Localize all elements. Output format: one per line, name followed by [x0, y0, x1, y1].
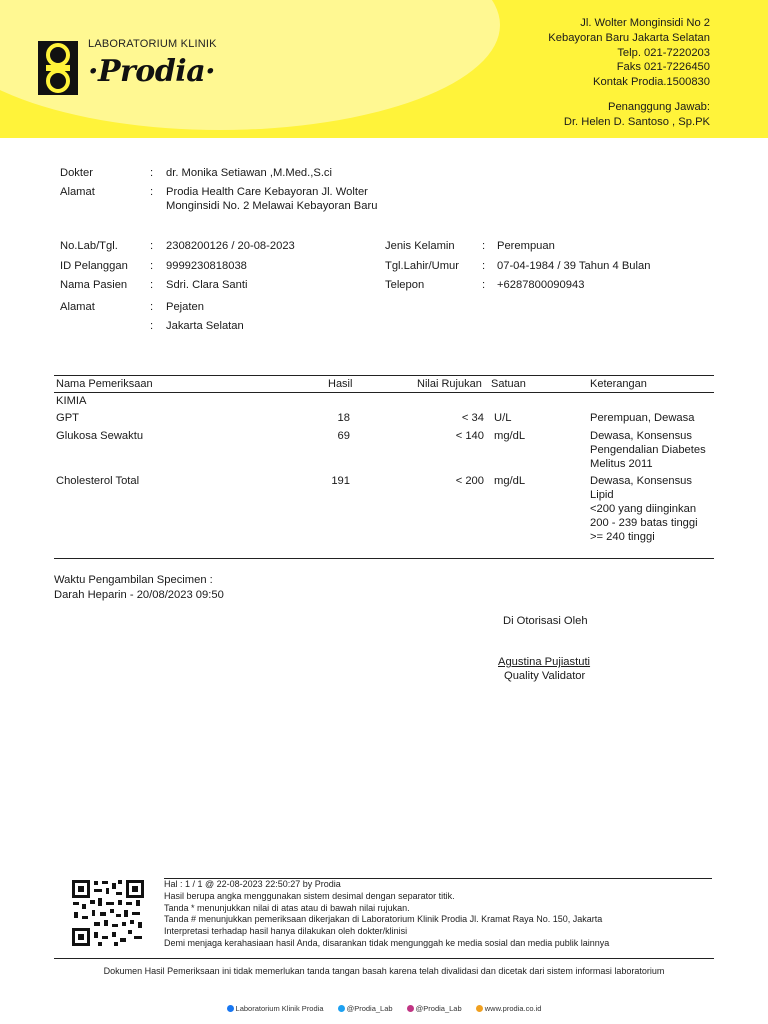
social-label: @Prodia_Lab	[346, 1004, 393, 1013]
colon: :	[150, 240, 154, 252]
test-notes: <200 yang diinginkan	[590, 503, 697, 515]
test-result: 191	[331, 475, 350, 487]
facebook-icon	[227, 1005, 234, 1012]
customer-id-value: 9999230818038	[166, 260, 247, 272]
lab-address	[548, 16, 710, 90]
doctor-address-line1: Prodia Health Care Kebayoran Jl. Wolter	[166, 186, 368, 198]
test-notes: Lipid	[590, 489, 614, 501]
address-line: Kebayoran Baru Jakarta Selatan	[548, 31, 710, 44]
brand-name: ·Prodia·	[88, 54, 216, 89]
test-notes: Perempuan, Dewasa	[590, 412, 695, 424]
test-unit: mg/dL	[494, 475, 526, 487]
col-header-reference: Nilai Rujukan	[417, 378, 482, 390]
colon: :	[150, 167, 154, 179]
test-notes: Pengendalian Diabetes	[590, 444, 706, 456]
test-name: Cholesterol Total	[56, 475, 140, 487]
test-notes: >= 240 tinggi	[590, 531, 655, 543]
table-header-rule	[54, 392, 714, 393]
col-header-notes: Keterangan	[590, 378, 647, 390]
test-notes: Melitus 2011	[590, 458, 653, 470]
patient-address-line1: Pejaten	[166, 301, 204, 313]
colon: :	[482, 279, 486, 291]
social-label: Laboratorium Klinik Prodia	[235, 1004, 324, 1013]
footer-line: Tanda # menunjukkan pemeriksaan dikerjakan di Laboratorium Klinik Prodia Jl. Kramat Raya No. 150, Jakarta	[164, 914, 603, 925]
dob-value: 07-04-1984 / 39 Tahun 4 Bulan	[497, 260, 651, 272]
footer-line: Interpretasi terhadap hasil hanya dilakukan oleh dokter/klinisi	[164, 926, 408, 937]
social-twitter[interactable]	[338, 1004, 393, 1013]
phone-label: Telepon	[385, 279, 425, 291]
specimen-value: Darah Heparin - 20/08/2023 09:50	[54, 589, 224, 601]
test-notes: Dewasa, Konsensus	[590, 430, 692, 442]
colon: :	[150, 279, 154, 291]
colon: :	[150, 301, 154, 313]
responsible-label: Penanggung Jawab:	[607, 101, 710, 113]
phone-value: +6287800090943	[497, 279, 585, 291]
footer-line: Tanda * menunjukkan nilai di atas atau di bawah nilai rujukan.	[164, 902, 410, 913]
lab-number-value: 2308200126 / 20-08-2023	[166, 240, 295, 252]
disclaimer: Dokumen Hasil Pemeriksaan ini tidak memerlukan tanda tangan basah karena telah divalidasi dan dicetak dari sistem informasi laboratorium	[103, 966, 665, 976]
social-facebook[interactable]	[227, 1004, 324, 1013]
footer-line: Demi menjaga kerahasiaan hasil Anda, disarankan tidak mengunggah ke media sosial dan media publik lainnya	[164, 937, 610, 948]
contact-line: Kontak Prodia.1500830	[593, 76, 710, 89]
validator-role: Quality Validator	[504, 670, 586, 682]
doctor-name: dr. Monika Setiawan ,M.Med.,S.ci	[166, 167, 333, 179]
doctor-label: Dokter	[60, 167, 93, 179]
web-icon	[476, 1005, 483, 1012]
colon: :	[150, 320, 154, 332]
test-unit: U/L	[494, 412, 512, 424]
col-header-test: Nama Pemeriksaan	[56, 378, 153, 390]
test-reference: < 200	[455, 475, 484, 487]
authorized-by-label: Di Otorisasi Oleh	[503, 615, 588, 627]
colon: :	[482, 260, 486, 272]
table-top-rule	[54, 375, 714, 376]
test-name: Glukosa Sewaktu	[56, 430, 144, 442]
customer-id-label: ID Pelanggan	[60, 260, 128, 272]
lab-number-label: No.Lab/Tgl.	[60, 240, 118, 252]
responsible-name: Dr. Helen D. Santoso , Sp.PK	[563, 115, 710, 128]
phone-line: Telp. 021-7220203	[617, 46, 710, 59]
test-notes: Dewasa, Konsensus	[590, 475, 692, 487]
prodia-logo-icon	[38, 41, 78, 95]
test-reference: < 140	[455, 430, 484, 442]
lab-label: LABORATORIUM KLINIK	[88, 38, 217, 50]
social-label: @Prodia_Lab	[415, 1004, 462, 1013]
colon: :	[150, 260, 154, 272]
patient-address-label: Alamat	[60, 301, 95, 313]
test-notes: 200 - 239 batas tinggi	[590, 517, 698, 529]
specimen-label: Waktu Pengambilan Specimen :	[54, 574, 213, 586]
footer-notes	[164, 879, 609, 950]
fax-line: Faks 021-7226450	[616, 61, 710, 74]
patient-address-line2: Jakarta Selatan	[166, 320, 244, 332]
colon: :	[150, 186, 154, 198]
patient-name-label: Nama Pasien	[60, 279, 128, 291]
social-website[interactable]	[476, 1004, 542, 1013]
gender-label: Jenis Kelamin	[385, 240, 455, 252]
test-result: 69	[337, 430, 350, 442]
test-name: GPT	[56, 412, 79, 424]
footer-bottom-rule	[54, 958, 714, 959]
instagram-icon	[407, 1005, 414, 1012]
section-label: KIMIA	[56, 395, 87, 407]
footer-line: Hal : 1 / 1 @ 22-08-2023 22:50:27 by Prodia	[164, 879, 341, 889]
address-line: Jl. Wolter Monginsidi No 2	[580, 17, 710, 29]
doctor-address-label: Alamat	[60, 186, 95, 198]
colon: :	[482, 240, 486, 252]
social-label: www.prodia.co.id	[484, 1004, 542, 1013]
dob-label: Tgl.Lahir/Umur	[385, 260, 459, 272]
gender-value: Perempuan	[497, 240, 555, 252]
social-links	[0, 1004, 768, 1013]
col-header-result: Hasil	[328, 378, 353, 390]
validator-name: Agustina Pujiastuti	[498, 656, 591, 668]
test-result: 18	[337, 412, 350, 424]
social-instagram[interactable]	[407, 1004, 462, 1013]
test-reference: < 34	[461, 412, 484, 424]
responsible-block	[564, 100, 710, 130]
doctor-address-line2: Monginsidi No. 2 Melawai Kebayoran Baru	[166, 200, 378, 212]
twitter-icon	[338, 1005, 345, 1012]
patient-name-value: Sdri. Clara Santi	[166, 279, 248, 291]
footer-line: Hasil berupa angka menggunakan sistem desimal dengan separator titik.	[164, 890, 455, 901]
table-bottom-rule	[54, 558, 714, 559]
qr-code-icon	[70, 878, 146, 948]
test-unit: mg/dL	[494, 430, 526, 442]
col-header-unit: Satuan	[491, 378, 526, 390]
